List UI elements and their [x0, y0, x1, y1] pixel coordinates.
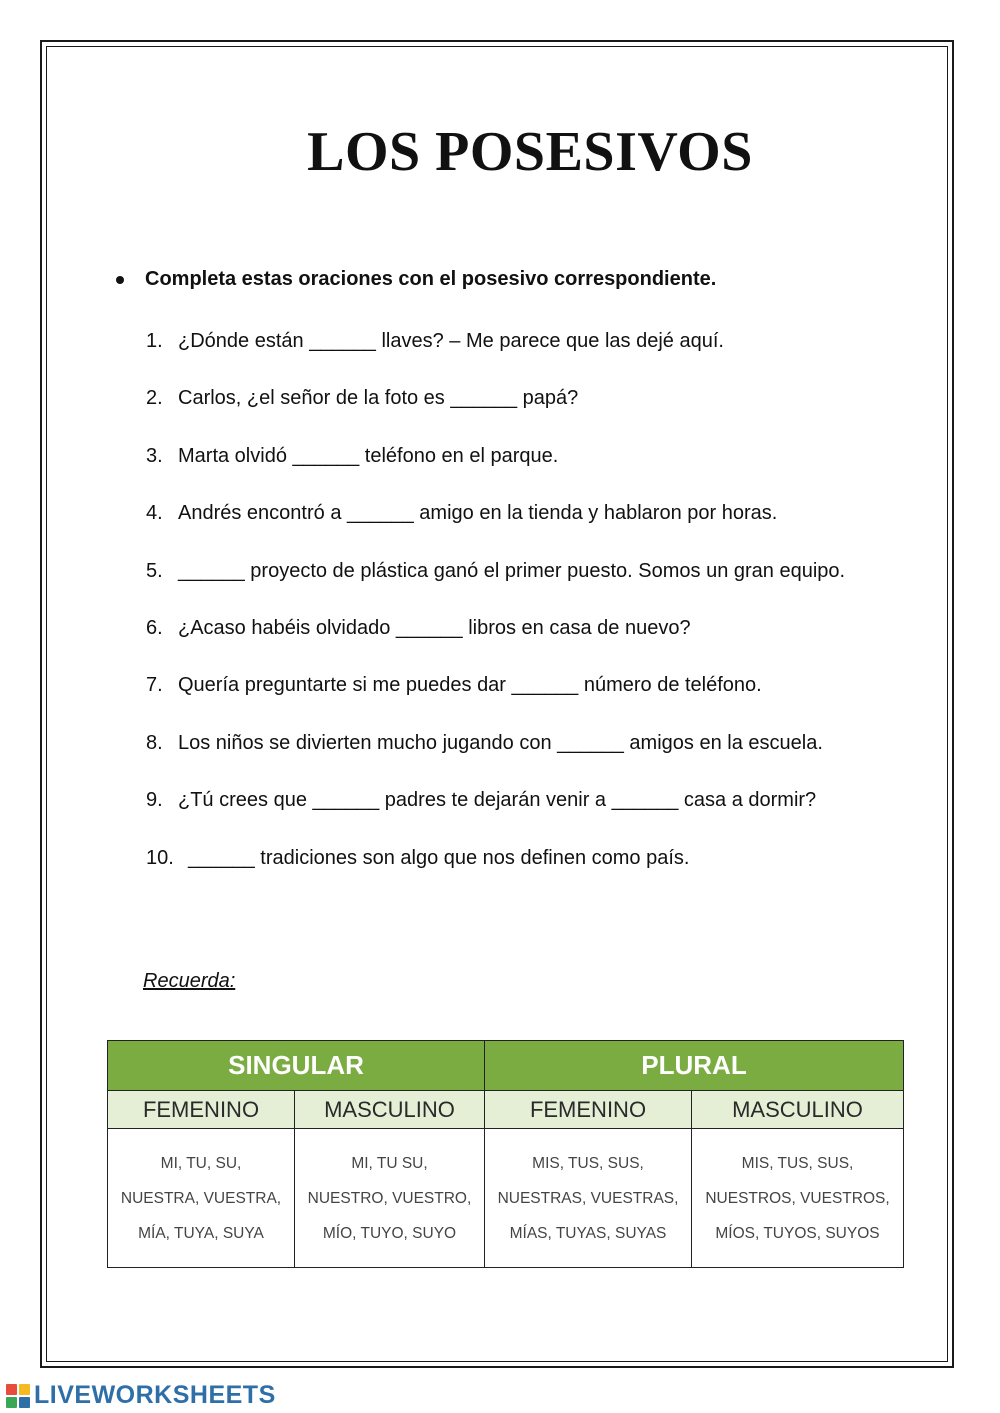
plural-masculine-header: MASCULINO [692, 1091, 904, 1129]
question-item [146, 498, 845, 555]
forms-row [108, 1129, 904, 1268]
logo-square [6, 1384, 17, 1395]
cell-line: MI, TU SU, [351, 1154, 428, 1172]
question-list [146, 326, 845, 900]
reminder-label: Recuerda: [143, 970, 236, 992]
cell-line: MIS, TUS, SUS, [532, 1154, 644, 1172]
logo-square [19, 1384, 30, 1395]
question-number: 4. [146, 502, 163, 525]
plural-masculine-cell [692, 1129, 904, 1268]
singular-feminine-header: FEMENINO [108, 1091, 295, 1129]
question-item [146, 785, 845, 842]
question-item [146, 843, 845, 900]
singular-feminine-cell [108, 1129, 295, 1268]
cell-line: NUESTROS, VUESTROS, [705, 1189, 890, 1207]
question-text: Quería preguntarte si me puedes dar ______ número de teléfono. [178, 674, 762, 697]
cell-line: MÍOS, TUYOS, SUYOS [715, 1224, 880, 1242]
cell-line: MÍAS, TUYAS, SUYAS [509, 1224, 667, 1242]
singular-masculine-cell [295, 1129, 485, 1268]
question-number: 10. [146, 846, 174, 869]
question-item [146, 728, 845, 785]
question-number: 2. [146, 387, 163, 410]
instruction [110, 268, 716, 291]
cell-line: MÍO, TUYO, SUYO [322, 1224, 457, 1242]
bullet-icon [116, 276, 124, 284]
cell-line: NUESTRO, VUESTRO, [307, 1189, 472, 1207]
question-item [146, 383, 845, 440]
question-text: Carlos, ¿el señor de la foto es ______ papá? [178, 387, 579, 410]
logo-squares-icon [6, 1384, 30, 1408]
instruction-text: Completa estas oraciones con el posesivo correspondiente. [145, 268, 717, 290]
question-number: 1. [146, 330, 163, 352]
question-text: ¿Dónde están ______ llaves? – Me parece que las dejé aquí. [178, 330, 724, 352]
question-item [146, 556, 845, 613]
plural-feminine-cell [485, 1129, 692, 1268]
gender-header-row [108, 1091, 904, 1129]
page-title: LOS POSESIVOS [307, 121, 753, 183]
question-item [146, 670, 845, 727]
group-header-row [108, 1041, 904, 1091]
question-text: ______ proyecto de plástica ganó el primer puesto. Somos un gran equipo. [178, 559, 846, 582]
cell-line: NUESTRA, VUESTRA, [120, 1189, 282, 1207]
singular-masculine-header: MASCULINO [295, 1091, 485, 1129]
plural-header: PLURAL [485, 1041, 904, 1091]
liveworksheets-logo[interactable] [6, 1381, 276, 1410]
cell-line: MIS, TUS, SUS, [741, 1154, 854, 1172]
question-number: 6. [146, 616, 163, 639]
question-text: ¿Tú crees que ______ padres te dejarán venir a ______ casa a dormir? [178, 789, 817, 812]
question-item [146, 613, 845, 670]
cell-line: NUESTRAS, VUESTRAS, [497, 1189, 679, 1207]
question-text: ______ tradiciones son algo que nos definen como país. [188, 846, 690, 869]
question-item [146, 441, 845, 498]
cell-line: MÍA, TUYA, SUYA [138, 1224, 264, 1242]
cell-line: MI, TU, SU, [160, 1154, 242, 1172]
question-text: Marta olvidó ______ teléfono en el parque. [178, 444, 559, 467]
logo-square [6, 1397, 17, 1408]
question-item [146, 326, 845, 383]
question-text: Los niños se divierten mucho jugando con ______ amigos en la escuela. [178, 731, 823, 754]
logo-square [19, 1397, 30, 1408]
question-number: 9. [146, 789, 163, 812]
plural-feminine-header: FEMENINO [485, 1091, 692, 1129]
question-text: Andrés encontró a ______ amigo en la tienda y hablaron por horas. [178, 502, 778, 525]
question-number: 5. [146, 559, 163, 582]
singular-header: SINGULAR [108, 1041, 485, 1091]
question-number: 3. [146, 444, 163, 467]
possessives-table [107, 1040, 904, 1268]
question-number: 8. [146, 731, 163, 754]
question-number: 7. [146, 674, 163, 697]
question-text: ¿Acaso habéis olvidado ______ libros en casa de nuevo? [178, 616, 691, 639]
brand-name: LIVEWORKSHEETS [34, 1381, 276, 1409]
